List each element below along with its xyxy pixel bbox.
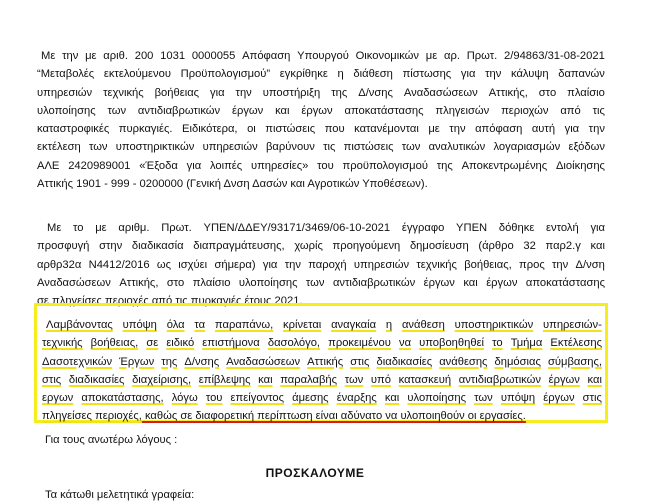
word: βαρύνουν bbox=[265, 141, 315, 154]
paragraph-highlighted bbox=[42, 316, 602, 426]
word: εντολή bbox=[546, 222, 579, 234]
word: διαχείρισης, bbox=[132, 373, 192, 386]
word: στο bbox=[166, 276, 185, 289]
word: πυρκαγιές. bbox=[118, 123, 173, 136]
word: τεχνικής bbox=[103, 86, 144, 99]
word: βοήθειας, bbox=[90, 337, 139, 350]
word: στις bbox=[350, 355, 370, 368]
word: των bbox=[107, 104, 127, 117]
word: υποστηρικτικών bbox=[454, 319, 534, 331]
word: της bbox=[161, 355, 178, 368]
word: Ν4412/2016 bbox=[88, 258, 150, 271]
word: την bbox=[62, 50, 79, 62]
word: στην bbox=[99, 240, 123, 253]
word: το bbox=[492, 337, 503, 350]
word: των bbox=[88, 141, 108, 154]
word: υπηρεσιών- bbox=[543, 319, 602, 331]
word: παραπάνω, bbox=[214, 319, 274, 331]
word: από bbox=[560, 104, 581, 117]
word: Δασοτεχνικών bbox=[42, 355, 113, 368]
word: βοήθειας, bbox=[464, 258, 512, 271]
word: οι bbox=[247, 123, 256, 136]
word: η bbox=[337, 68, 344, 81]
word: απόφαση bbox=[475, 123, 523, 136]
word: λοιπές bbox=[209, 159, 243, 172]
word: διαδικασία bbox=[131, 240, 184, 253]
word: βοήθειας bbox=[154, 86, 200, 99]
word: προσφυγή bbox=[37, 240, 90, 253]
word: 32 bbox=[523, 240, 536, 253]
text-line bbox=[37, 274, 605, 292]
word: υπηρεσιών bbox=[37, 86, 93, 99]
word: υπόψη bbox=[500, 392, 536, 405]
word: υπηρεσιών bbox=[353, 258, 410, 271]
text-line bbox=[37, 84, 605, 102]
underlined-line bbox=[42, 371, 602, 389]
word: 1031 bbox=[160, 50, 186, 62]
word: υποστηρικτικών bbox=[115, 141, 195, 154]
section-heading: ΠΡΟΣΚΑΛΟΥΜΕ bbox=[265, 466, 365, 480]
word: λόγω bbox=[171, 392, 198, 405]
intro-line: Τα κάτωθι μελετητικά γραφεία: bbox=[45, 489, 195, 501]
word: διαδικασίες bbox=[376, 355, 433, 368]
word: τεχνικής bbox=[42, 337, 83, 350]
word: αριθ. bbox=[103, 50, 128, 62]
word: έναρξης bbox=[336, 392, 377, 405]
word: Δ/νσης bbox=[184, 355, 220, 368]
word: παρ2.γ bbox=[545, 240, 581, 253]
word: πλαίσιο bbox=[192, 276, 231, 289]
word: του bbox=[205, 392, 223, 405]
word: την bbox=[485, 68, 502, 81]
text-line bbox=[37, 157, 605, 175]
word: Πρωτ. bbox=[161, 222, 192, 234]
word: καταστροφικές bbox=[37, 123, 110, 136]
word: λογαριασμών bbox=[493, 141, 561, 154]
word: υλοποίησης bbox=[407, 392, 467, 405]
word: προηγούμενη bbox=[332, 240, 401, 253]
text-line bbox=[37, 120, 605, 138]
word: σε bbox=[146, 337, 159, 350]
word: Τμήμα bbox=[510, 337, 543, 350]
word: διαπραγμάτευσης, bbox=[193, 240, 285, 253]
word: τις bbox=[323, 141, 336, 154]
word: με bbox=[95, 222, 107, 234]
word: αντιδιαβρωτικών bbox=[458, 373, 541, 386]
word: “Μεταβολές bbox=[37, 68, 95, 81]
word: τα bbox=[194, 319, 206, 331]
underlined-line bbox=[42, 353, 602, 371]
word: τεχνικής bbox=[416, 258, 457, 271]
word: για bbox=[460, 68, 476, 81]
word: το bbox=[73, 222, 84, 234]
underlined-line bbox=[46, 316, 602, 334]
word: Διοίκησης bbox=[555, 159, 605, 172]
word: Δ/νση bbox=[575, 258, 605, 271]
word: με bbox=[85, 50, 97, 62]
word: υποστήριξη bbox=[262, 86, 321, 99]
word: Οικονομικών bbox=[355, 50, 420, 62]
underlined-line bbox=[42, 389, 602, 407]
word: αναγκαία bbox=[331, 319, 377, 331]
word: 0000055 bbox=[191, 50, 236, 62]
word: αποκατάστασης bbox=[525, 276, 605, 289]
word: υπηρεσιών bbox=[202, 141, 258, 154]
word: έργων bbox=[548, 373, 580, 386]
word: για bbox=[186, 159, 202, 172]
word: Δ/νσης bbox=[358, 86, 393, 99]
word: ως bbox=[156, 258, 172, 271]
word: αντιδιαβρωτικών bbox=[332, 276, 416, 289]
word: δόθηκε bbox=[498, 222, 535, 234]
word: ΥΠΕΝ/ΔΔΕΥ/93171/3469/06-10-2021 bbox=[203, 222, 391, 234]
word: αρ. bbox=[443, 50, 460, 62]
word: να bbox=[398, 337, 412, 350]
word: του bbox=[317, 159, 334, 172]
text-line bbox=[37, 47, 605, 65]
word: υλοποίησης bbox=[37, 104, 96, 117]
word: Λαμβάνοντας bbox=[46, 319, 113, 331]
word: στο bbox=[538, 86, 557, 99]
word: ΑΛΕ bbox=[37, 159, 60, 172]
word: περιοχών bbox=[501, 104, 549, 117]
word: με bbox=[428, 123, 440, 136]
word: εκτέλεση bbox=[37, 141, 81, 154]
word: πλαίσιο bbox=[567, 86, 605, 99]
word: και bbox=[590, 240, 605, 253]
word: Αναδασώσεων bbox=[226, 355, 301, 368]
word: Αναδασώσεων bbox=[37, 276, 111, 289]
text-line bbox=[37, 256, 605, 274]
word: ισχύει bbox=[178, 258, 208, 271]
word: την bbox=[284, 258, 301, 271]
word: Απόφαση bbox=[242, 50, 291, 62]
word: την bbox=[588, 123, 605, 136]
word: όλα bbox=[166, 319, 185, 331]
word: χωρίς bbox=[294, 240, 323, 253]
word: Με bbox=[47, 222, 62, 234]
word: δημοσίευση bbox=[409, 240, 469, 253]
word: κατανέμονται bbox=[354, 123, 419, 136]
word: ανάθεση bbox=[401, 319, 445, 331]
word: στις bbox=[582, 392, 602, 405]
word: διαδικασίες bbox=[68, 373, 125, 386]
word: τις bbox=[592, 104, 605, 117]
word: αποκατάστασης, bbox=[81, 392, 164, 405]
word: πίστωσης bbox=[402, 68, 452, 81]
word: ΥΠΕΝ bbox=[456, 222, 488, 234]
word: υποβοηθηθεί bbox=[419, 337, 485, 350]
word: και bbox=[463, 276, 478, 289]
word: Υπουργού bbox=[297, 50, 349, 62]
word: σήμερα) bbox=[214, 258, 256, 271]
word: υπό bbox=[370, 373, 391, 386]
word: Με bbox=[41, 50, 56, 62]
word: για bbox=[262, 258, 278, 271]
word: προκειμένου bbox=[328, 337, 391, 350]
text-line: Αττικής 1901 - 999 - 0200000 (Γενική Δνση Δασών και Αγροτικών Υποθέσεων). bbox=[37, 178, 428, 191]
word: προϋπολογισμού bbox=[342, 159, 428, 172]
word: εγκρίθηκε bbox=[279, 68, 328, 81]
word: με bbox=[425, 50, 438, 62]
word: των bbox=[401, 141, 421, 154]
word: υλοποίησης bbox=[238, 276, 298, 289]
word: και bbox=[258, 373, 273, 386]
word: της bbox=[331, 86, 348, 99]
word: κάλυψη bbox=[510, 68, 549, 81]
word: 200 bbox=[134, 50, 154, 62]
word: και bbox=[587, 373, 602, 386]
closing-line: Για τους ανωτέρω λόγους : bbox=[45, 434, 178, 446]
word: της bbox=[436, 159, 453, 172]
word: επιστήμονα bbox=[202, 337, 260, 350]
text-line bbox=[37, 102, 605, 120]
word: στις bbox=[42, 373, 62, 386]
red-underlined-text: καθώς σε διαφορετική περίπτωση είναι αδύνατο να υλοποιηθούν οι εργασίες. bbox=[141, 410, 526, 423]
word: των bbox=[474, 392, 493, 405]
word: δασολόγο, bbox=[267, 337, 321, 350]
word: ανάθεσης bbox=[439, 355, 488, 368]
word: για bbox=[210, 86, 225, 99]
word: υπηρεσίες» bbox=[250, 159, 309, 172]
text-line bbox=[37, 138, 605, 156]
word: ειδικό bbox=[166, 337, 195, 350]
word: υπόψη bbox=[122, 319, 157, 331]
word: (άρθρο bbox=[478, 240, 514, 253]
word: Πρωτ. bbox=[466, 50, 498, 62]
word: Προϋπολογισμού” bbox=[180, 68, 271, 81]
word: πιστώσεις bbox=[343, 141, 394, 154]
word: πληγεισών bbox=[435, 104, 490, 117]
word: Αναδασώσεων bbox=[403, 86, 478, 99]
text-line bbox=[37, 237, 605, 255]
word: κατασκευή bbox=[398, 373, 452, 386]
word: Έργων bbox=[119, 355, 155, 368]
word: άμεσης bbox=[292, 392, 329, 405]
word: σύμβασης, bbox=[547, 355, 602, 368]
word: έγγραφο bbox=[401, 222, 445, 234]
word: την bbox=[235, 86, 252, 99]
word: που bbox=[324, 123, 345, 136]
word: έργων bbox=[423, 276, 455, 289]
word: «Έξοδα bbox=[139, 159, 178, 172]
word: έργων bbox=[486, 276, 518, 289]
word: Αττικής bbox=[307, 355, 344, 368]
word: παραλαβής bbox=[280, 373, 338, 386]
paragraph-ministry-order bbox=[37, 219, 605, 310]
word: δαπανών bbox=[558, 68, 605, 81]
word: επίβλεψης bbox=[198, 373, 251, 386]
word: Εκτέλεσης bbox=[550, 337, 602, 350]
paragraph-budget-decision bbox=[37, 47, 605, 193]
word: αποκατάστασης bbox=[344, 104, 424, 117]
word: κρίνεται bbox=[283, 319, 322, 331]
word: για bbox=[564, 123, 580, 136]
word: την bbox=[449, 123, 466, 136]
word: Ειδικότερα, bbox=[182, 123, 238, 136]
word: παροχή bbox=[308, 258, 347, 271]
word: επείγοντος bbox=[230, 392, 285, 405]
word: αντιδιαβρωτικών bbox=[137, 104, 221, 117]
underlined-line bbox=[42, 334, 602, 352]
text-line bbox=[37, 65, 605, 83]
word: 2/94863/31-08-2021 bbox=[504, 50, 605, 62]
word: αυτή bbox=[531, 123, 556, 136]
word: η bbox=[385, 319, 393, 331]
word: Αποκεντρωμένης bbox=[461, 159, 548, 172]
word: και bbox=[384, 392, 400, 405]
word: των bbox=[305, 276, 325, 289]
word: εκτελούμενου bbox=[103, 68, 171, 81]
word: 2420989001 bbox=[68, 159, 131, 172]
word: Αττικής, bbox=[119, 276, 159, 289]
word: έργων bbox=[543, 392, 575, 405]
word: διάθεση bbox=[353, 68, 393, 81]
text-line bbox=[37, 219, 605, 237]
word: προς bbox=[519, 258, 545, 271]
word: πιστώσεις bbox=[265, 123, 316, 136]
word: εργων bbox=[42, 392, 74, 405]
word: δημόσιας bbox=[494, 355, 541, 368]
word: έργων bbox=[301, 104, 333, 117]
text-line: σε πληγείσες περιοχές από τις πυρκαγιές έτους 2021. bbox=[37, 295, 303, 308]
word: και bbox=[275, 104, 290, 117]
word: εξόδων bbox=[568, 141, 605, 154]
word: των bbox=[344, 373, 364, 386]
word: αναλυτικών bbox=[428, 141, 486, 154]
underlined-line: πληγείσες περιοχές, bbox=[42, 410, 142, 423]
word: αριθμ. bbox=[118, 222, 150, 234]
word: αρθρ32α bbox=[37, 258, 82, 271]
word: την bbox=[552, 258, 569, 271]
word: Αττικής, bbox=[488, 86, 528, 99]
word: για bbox=[590, 222, 605, 234]
word: έργων bbox=[231, 104, 264, 117]
